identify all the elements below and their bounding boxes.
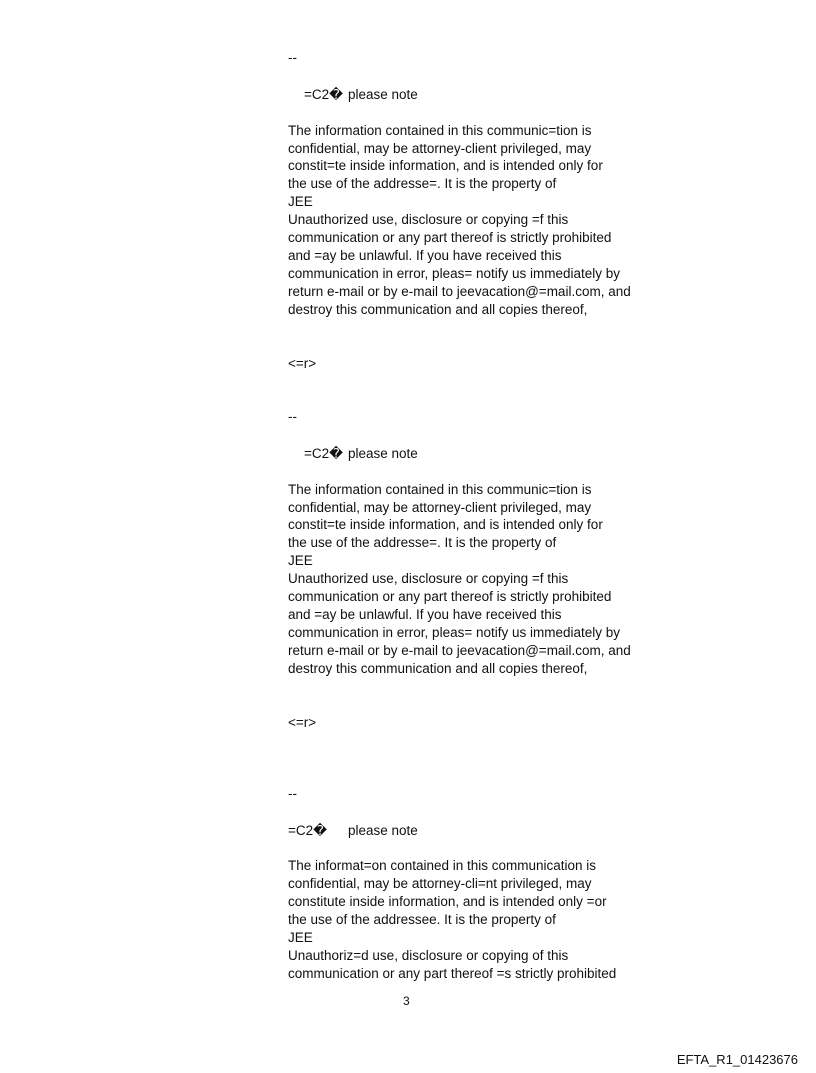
page-number: 3 <box>403 994 410 1008</box>
disclaimer-line: the use of the addressee. It is the property of <box>288 912 556 927</box>
disclaimer-line: communication or any part thereof is strictly prohibited <box>288 589 612 604</box>
disclaimer-line: confidential, may be attorney-cli=nt privileged, may <box>288 876 592 891</box>
disclaimer-line: constit=te inside information, and is intended only for <box>288 158 603 173</box>
disclaimer-line: JEE <box>288 194 313 209</box>
footer-tag: <=r> <box>288 715 317 730</box>
disclaimer-line: return e-mail or by e-mail to jeevacation@=mail.com, and <box>288 643 631 658</box>
note-heading: please note <box>348 446 418 461</box>
disclaimer-line: the use of the addresse=. It is the property of <box>288 535 557 550</box>
separator: -- <box>288 50 297 65</box>
disclaimer-line: communication or any part thereof =s strictly prohibited <box>288 966 617 981</box>
bates-number: EFTA_R1_01423676 <box>676 1052 798 1067</box>
note-heading: please note <box>348 87 418 102</box>
separator: -- <box>288 409 297 424</box>
disclaimer-line: constitute inside information, and is intended only =or <box>288 894 607 909</box>
disclaimer-line: confidential, may be attorney-client privileged, may <box>288 141 592 156</box>
disclaimer-line: constit=te inside information, and is intended only for <box>288 517 603 532</box>
disclaimer-line: Unauthoriz=d use, disclosure or copying of this <box>288 948 569 963</box>
encoding-marker: =C2� <box>288 823 327 838</box>
disclaimer-line: JEE <box>288 553 313 568</box>
disclaimer-line: return e-mail or by e-mail to jeevacation@=mail.com, and <box>288 284 631 299</box>
disclaimer-line: The information contained in this communic=tion is <box>288 482 592 497</box>
disclaimer-line: destroy this communication and all copies thereof, <box>288 302 588 317</box>
disclaimer-line: communication in error, pleas= notify us immediately by <box>288 266 621 281</box>
disclaimer-line: communication or any part thereof is strictly prohibited <box>288 230 612 245</box>
note-heading: please note <box>348 823 418 838</box>
encoding-marker: =C2� <box>304 87 343 102</box>
disclaimer-line: The informat=on contained in this communication is <box>288 858 597 873</box>
disclaimer-line: JEE <box>288 930 313 945</box>
disclaimer-line: Unauthorized use, disclosure or copying =f this <box>288 212 569 227</box>
disclaimer-line: confidential, may be attorney-client privileged, may <box>288 500 592 515</box>
disclaimer-line: Unauthorized use, disclosure or copying =f this <box>288 571 569 586</box>
disclaimer-line: the use of the addresse=. It is the property of <box>288 176 557 191</box>
disclaimer-line: and =ay be unlawful. If you have received this <box>288 248 562 263</box>
footer-tag: <=r> <box>288 356 317 371</box>
encoding-marker: =C2� <box>304 446 343 461</box>
disclaimer-line: and =ay be unlawful. If you have received this <box>288 607 562 622</box>
disclaimer-line: communication in error, pleas= notify us immediately by <box>288 625 621 640</box>
separator: -- <box>288 786 297 801</box>
disclaimer-line: destroy this communication and all copies thereof, <box>288 661 588 676</box>
disclaimer-line: The information contained in this communic=tion is <box>288 123 592 138</box>
